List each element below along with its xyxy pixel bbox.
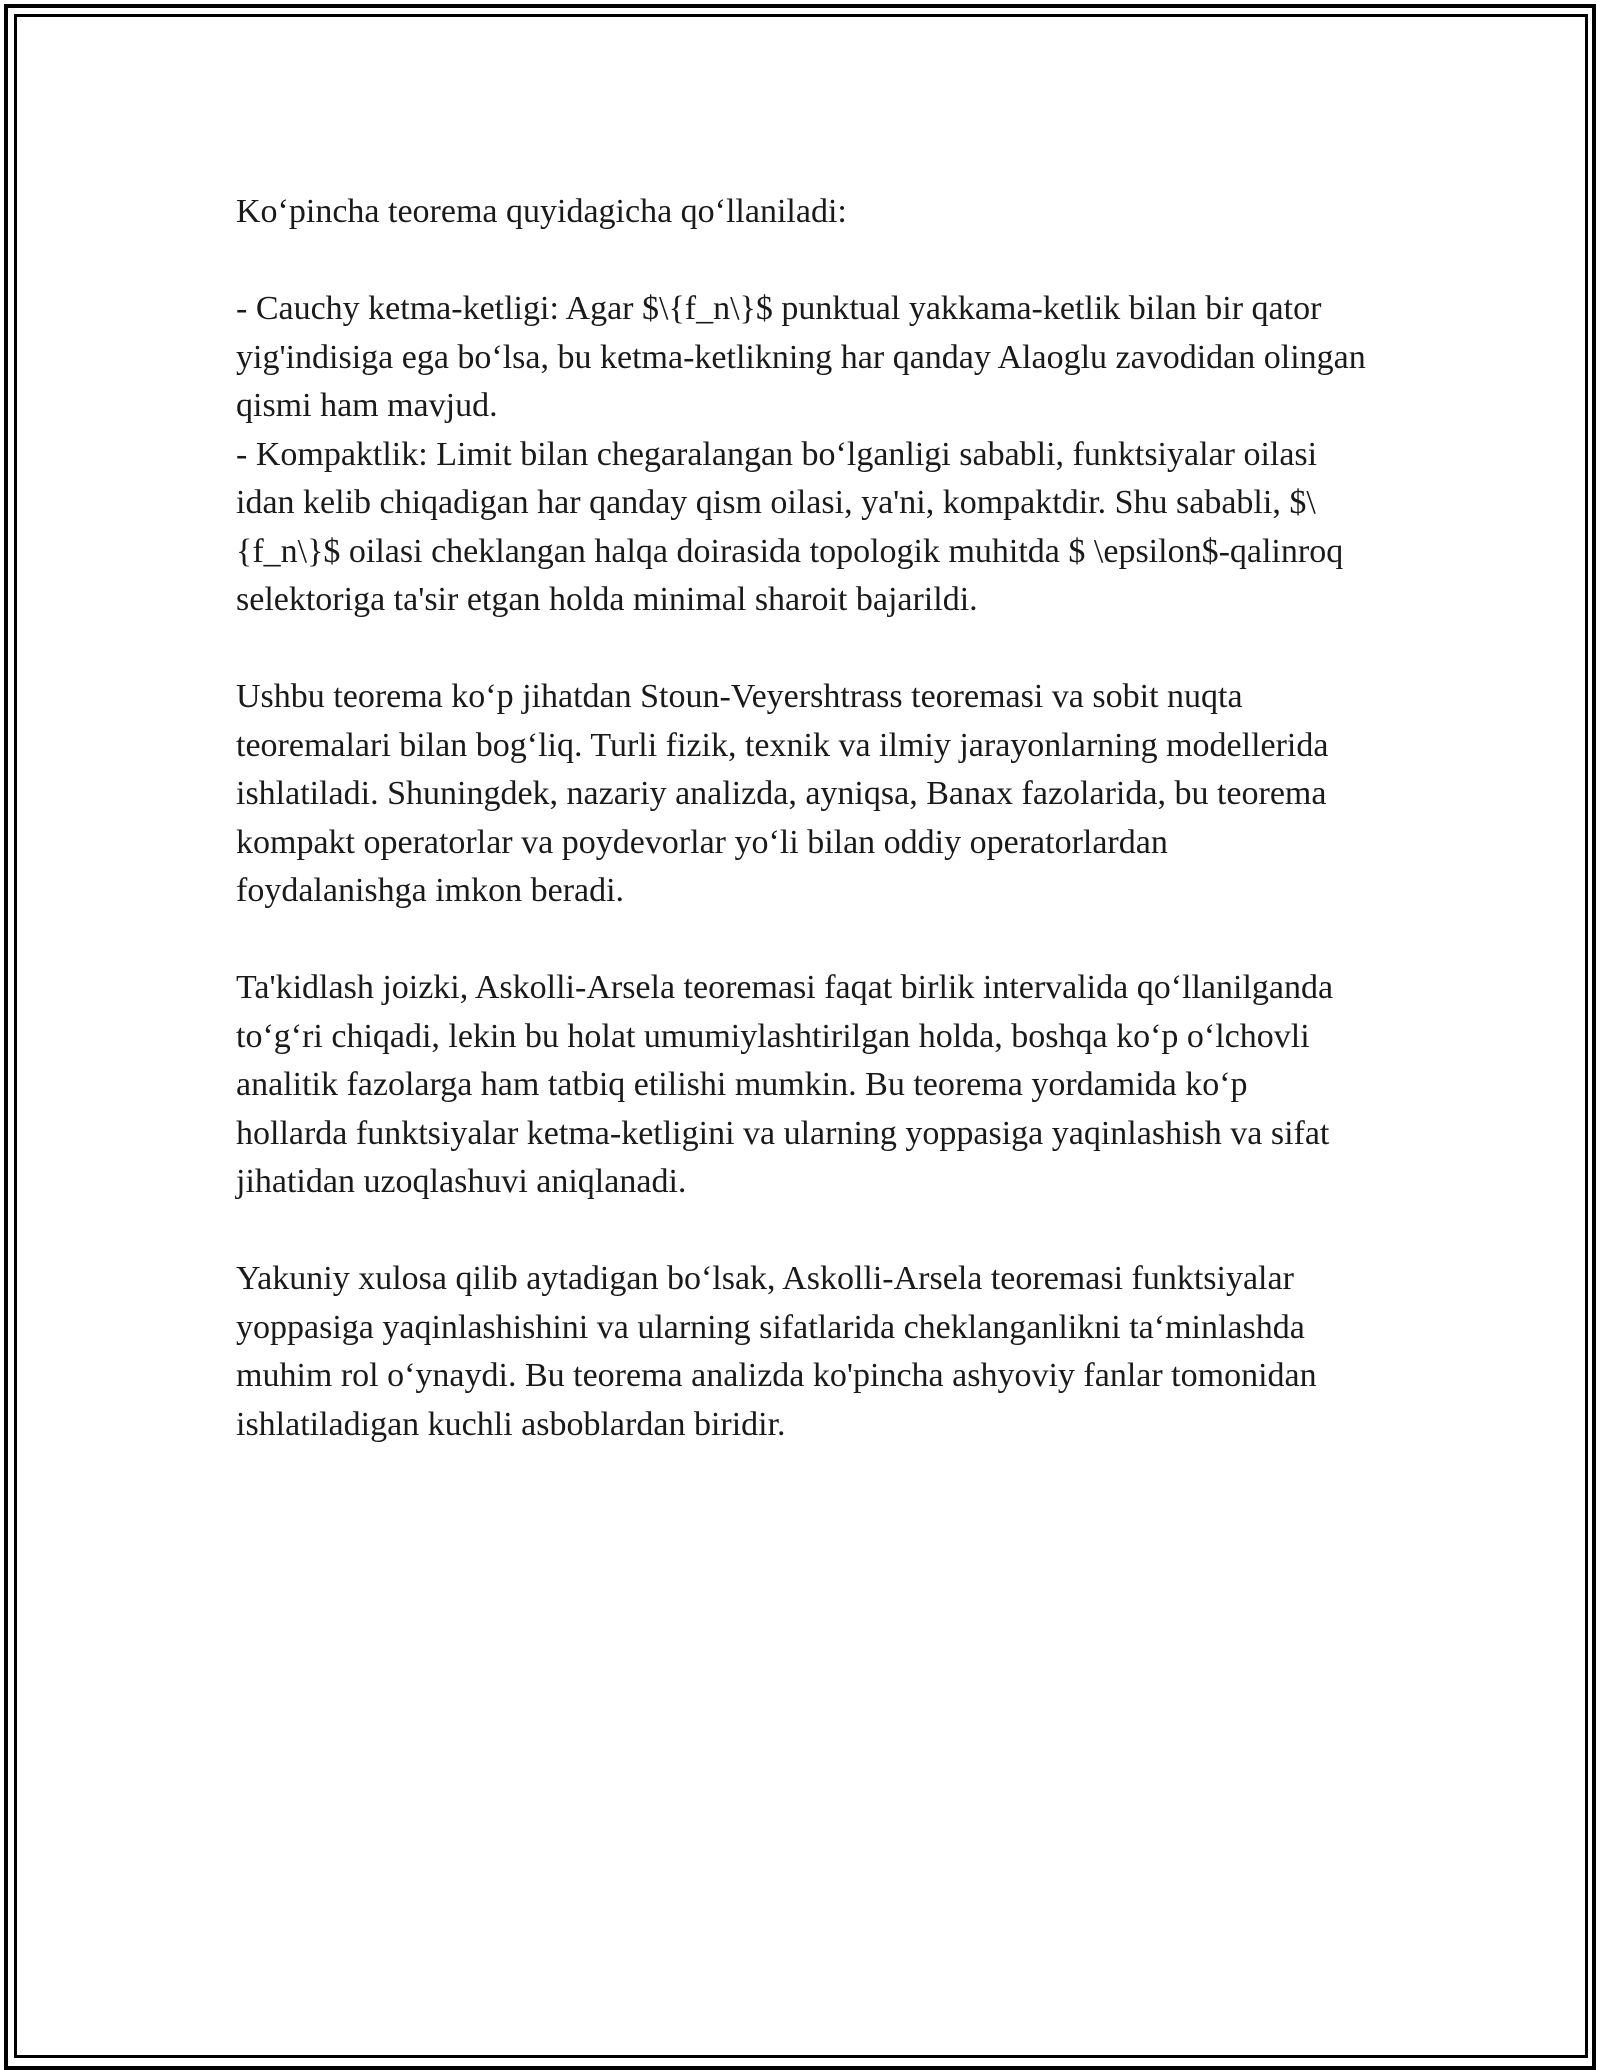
- document-body: [236, 188, 1366, 1449]
- paragraph-note: Ta'kidlash joizki, Askolli-Arsela teoremasi faqat birlik intervalida qo‘llanilganda to‘g‘ri chiqadi, lekin bu holat umumiylashtirilgan holda, boshqa ko‘p o‘lchovli analitik fazolarga ham tatbiq etilishi mumkin. Bu teorema yordamida ko‘p hollarda funktsiyalar ketma-ketligini va ularning yoppasiga yaqinlashish va sifat jihatidan uzoqlashuvi aniqlanadi.: [236, 969, 1334, 1200]
- paragraph-relations: Ushbu teorema ko‘p jihatdan Stoun-Veyershtrass teoremasi va sobit nuqta teoremalari bilan bog‘liq. Turli fizik, texnik va ilmiy jarayonlarning modellerida ishlatiladi. Shuningdek, nazariy analizda, ayniqsa, Banax fazolarida, bu teorema kompakt operatorlar va poydevorlar yo‘li bilan oddiy operatorlardan foydalanishga imkon beradi.: [236, 678, 1329, 909]
- paragraph-conclusion: Yakuniy xulosa qilib aytadigan bo‘lsak, Askolli-Arsela teoremasi funktsiyalar yoppasiga yaqinlashishini va ularning sifatlarida cheklanganlikni ta‘minlashda muhim rol o‘ynaydi. Bu teorema analizda ko'pincha ashyoviy fanlar tomonidan ishlatiladigan kuchli asboblardan biridir.: [236, 1260, 1317, 1443]
- paragraph-list-items: - Cauchy ketma-ketligi: Agar $\{f_n\}$ punktual yakkama-ketlik bilan bir qator yig'indisiga ega bo‘lsa, bu ketma-ketlikning har qanday Alaoglu zavodidan olingan qismi ham mavjud. - Kompaktlik: Limit bilan chegaralangan bo‘lganligi sababli, funktsiyalar oilasi idan kelib chiqadigan har qanday qism oilasi, ya'ni, kompaktdir. Shu sababli, $\{f_n\}$ oilasi cheklangan halqa doirasida topologik muhitda $ \epsilon$-qalinroq selektoriga ta'sir etgan holda minimal sharoit bajarildi.: [236, 290, 1366, 618]
- paragraph-intro: Ko‘pincha teorema quyidagicha qo‘llaniladi:: [236, 193, 847, 230]
